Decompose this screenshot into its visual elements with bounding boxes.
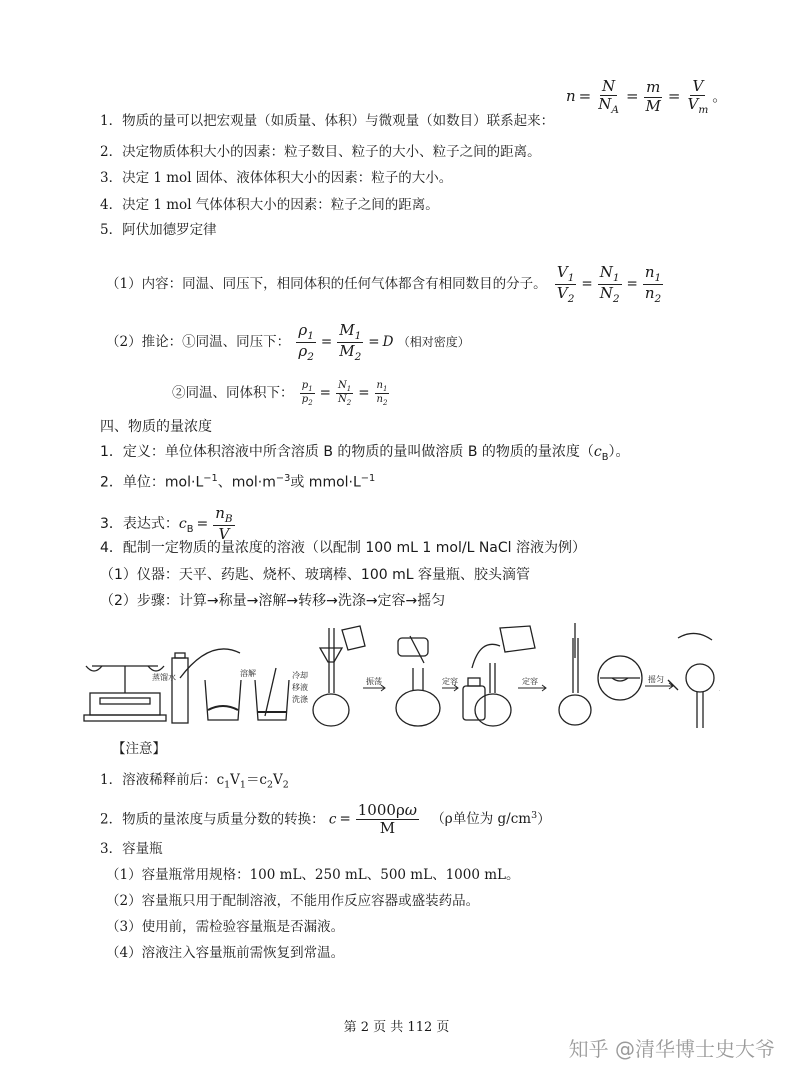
beaker-dissolve (205, 680, 241, 720)
label-transfer: 移液 (292, 683, 308, 692)
solution-preparation-illustration (80, 618, 720, 738)
note-flask-3: （3）使用前，需检验容量瓶是否漏液。 (106, 919, 345, 935)
label-shake: 振荡 (366, 677, 382, 686)
avogadro-inference-1: （2）推论：①同温、同压下： $\frac{\rho_1}{\rho_2}$ = $\frac{M_1}{M_2}$ = D （相对密度） (106, 321, 470, 364)
flask-transfer (313, 626, 365, 726)
note-flask-1: （1）容量瓶常用规格：100 mL、250 mL、500 mL、1000 mL。 (106, 867, 520, 883)
label-mix: 摇匀 (648, 675, 664, 684)
flask-shake (396, 636, 440, 726)
item-5: 5．阿伏加德罗定律 (100, 222, 217, 238)
label-dissolve: 溶解 (240, 669, 256, 678)
flask-pour (472, 626, 535, 726)
label-water: 蒸馏水 (152, 673, 176, 682)
avogadro-content: （1）内容：同温、同压下，相同体积的任何气体都含有相同数目的分子。 $\frac{V_1}{V_2}$ = $\frac{N_1}{N_2}$ = $\frac{n_1}{n_2}$ (106, 263, 662, 306)
reagent-bottle (463, 678, 485, 720)
note-conversion: 2．物质的量浓度与质量分数的转换： c = $\frac{1000\rho\omega}{M}$ （ρ单位为 $g/cm^3$） (100, 801, 551, 838)
notes-title: 【注意】 (112, 741, 166, 757)
beaker-cool (255, 668, 289, 720)
concentration-expression: 3．表达式：$c_B$ = $\frac{n_B}{V}$ (100, 504, 233, 544)
avogadro-inference-2: ②同温、同体积下： $\frac{p_1}{p_2}$ = $\frac{N_1}{N_2}$ = $\frac{n_1}{n_2}$ (172, 380, 388, 408)
concentration-unit: 2．单位：$mol\cdot L^{-1}$、$mol\cdot m^{-3}$或 $mmol\cdot L^{-1}$ (100, 473, 376, 491)
note-flask-title: 3．容量瓶 (100, 841, 163, 857)
preparation-title: 4．配制一定物质的量浓度的溶液（以配制 100 mL 1 mol/L NaCl 溶液为例） (100, 540, 586, 556)
procedure-steps: （2）步骤：计算→称量→溶解→转移→洗涤→定容→摇匀 (100, 593, 446, 609)
meniscus-view (598, 656, 642, 700)
flask-invert (668, 633, 720, 728)
item-4: 4．决定 1 mol 气体体积大小的因素：粒子之间的距离。 (100, 197, 439, 213)
item-1: 1．物质的量可以把宏观量（如质量、体积）与微观量（如数目）联系起来： (100, 113, 555, 129)
amount-of-substance-formula: n = $\frac{N}{N_A}$ = $\frac{m}{M}$ = $\frac{V}{V_m}$ 。 (566, 77, 728, 117)
label-wash: 洗涤 (292, 695, 308, 704)
instruments: （1）仪器：天平、药匙、烧杯、玻璃棒、100 mL 容量瓶、胶头滴管 (100, 567, 530, 583)
note-flask-4: （4）溶液注入容量瓶前需恢复到常温。 (106, 945, 345, 961)
item-3: 3．决定 1 mol 固体、液体体积大小的因素：粒子的大小。 (100, 170, 453, 186)
note-flask-2: （2）容量瓶只用于配制溶液，不能用作反应容器或盛装药品。 (106, 893, 480, 909)
concentration-definition: 1．定义：单位体积溶液中所含溶质 B 的物质的量叫做溶质 B 的物质的量浓度$(c_B)$。 (100, 444, 630, 463)
label-fix-volume: 定容 (522, 677, 538, 686)
page-number: 第 2 页 共 112 页 (343, 1020, 450, 1035)
item-2: 2．决定物质体积大小的因素：粒子数目、粒子的大小、粒子之间的距离。 (100, 144, 541, 160)
label-settle: 定容 (442, 677, 458, 686)
label-cool: 冷却 (292, 671, 308, 680)
note-dilution: 1．溶液稀释前后：$c_1V_1=c_2V_2$ (100, 772, 289, 791)
flask-dropper (559, 623, 591, 725)
section-4-title: 四、物质的量浓度 (100, 419, 212, 435)
watermark: 知乎 @清华博士史大爷 (568, 1037, 775, 1061)
step-arrows (363, 683, 673, 691)
